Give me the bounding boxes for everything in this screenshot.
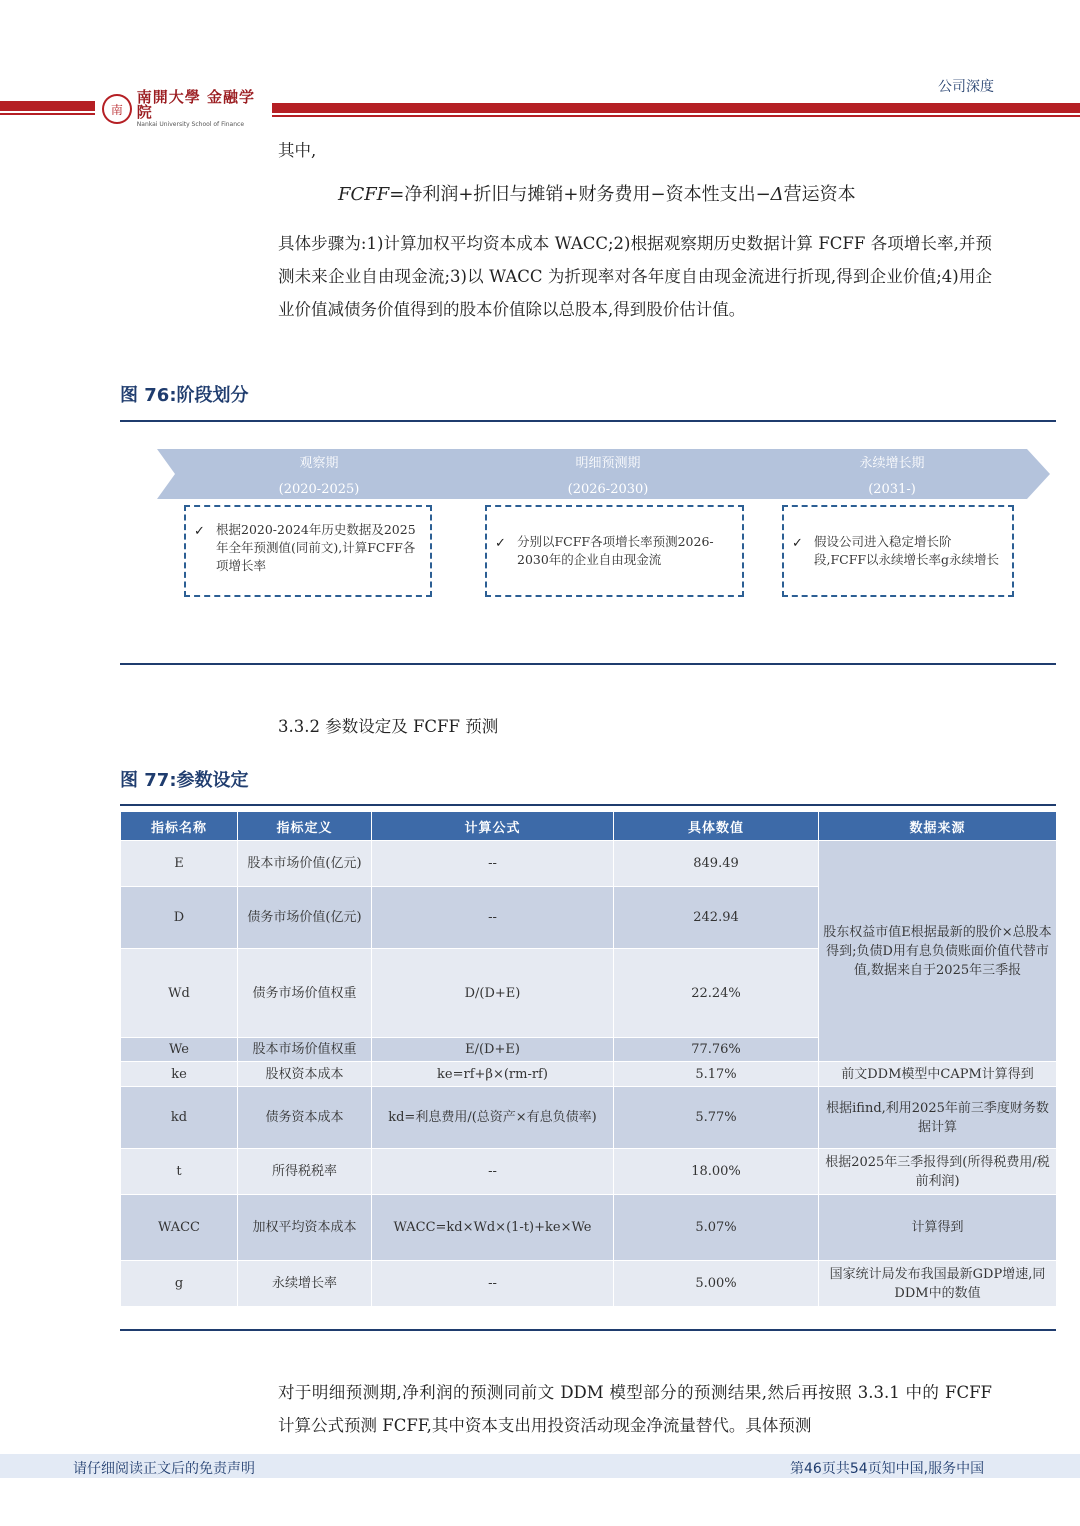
cell-value: 5.07% bbox=[614, 1195, 819, 1261]
figure-77-bottom-rule bbox=[120, 1329, 1056, 1331]
figure-77-top-rule bbox=[120, 804, 1056, 806]
cell-definition: 所得税税率 bbox=[238, 1149, 372, 1195]
formula-tail: 营运资本 bbox=[783, 184, 856, 205]
phase-observation-range: (2020-2025) bbox=[278, 482, 360, 497]
cell-formula: -- bbox=[372, 1261, 614, 1307]
formula-delta: Δ bbox=[770, 184, 784, 205]
disclaimer-link[interactable]: 请仔细阅读正文后的免责声明 bbox=[73, 1461, 255, 1477]
phase-detailed-forecast bbox=[508, 451, 708, 503]
cell-source: 根据2025年三季报得到(所得税费用/税前利润) bbox=[819, 1149, 1057, 1195]
table-row bbox=[121, 1149, 1057, 1195]
cell-value: 5.77% bbox=[614, 1087, 819, 1149]
phase-perpetual-box bbox=[782, 505, 1014, 597]
header-bar-right bbox=[272, 103, 1080, 113]
cell-name: E bbox=[121, 841, 238, 887]
figure-76-title: 图 76:阶段划分 bbox=[120, 385, 249, 406]
page-indicator: 第46页共54页知中国,服务中国 bbox=[790, 1461, 985, 1477]
cell-definition: 债务资本成本 bbox=[238, 1087, 372, 1149]
steps-paragraph: 具体步骤为:1)计算加权平均资本成本 WACC;2)根据观察期历史数据计算 FCFF 各项增长率,并预测未来企业自由现金流;3)以 WACC 为折现率对各年度自由现金流进行折现,得到企业价值;4)用企业价值减债务价值得到的股本价值除以总股本,得到股价估计值。 bbox=[278, 234, 992, 319]
cell-name: g bbox=[121, 1261, 238, 1307]
header-bar-left-thin bbox=[0, 113, 95, 115]
cell-name: t bbox=[121, 1149, 238, 1195]
closing-paragraph: 对于明细预测期,净利润的预测同前文 DDM 模型部分的预测结果,然后再按照 3.3.1 中的 FCFF 计算公式预测 FCFF,其中资本支出用投资活动现金净流量替代。具体预测 bbox=[278, 1383, 992, 1435]
figure-76-bottom-rule bbox=[120, 663, 1056, 665]
table-row bbox=[121, 1062, 1057, 1087]
cell-formula: D/(D+E) bbox=[372, 949, 614, 1038]
cell-formula: WACC=kd×Wd×(1-t)+ke×We bbox=[372, 1195, 614, 1261]
cell-name: WACC bbox=[121, 1195, 238, 1261]
cell-value: 22.24% bbox=[614, 949, 819, 1038]
cell-name: Wd bbox=[121, 949, 238, 1038]
cell-formula: -- bbox=[372, 841, 614, 887]
header-bar-right-thin bbox=[272, 115, 1080, 117]
cell-formula: kd=利息费用/(总资产×有息负债率) bbox=[372, 1087, 614, 1149]
table-row bbox=[121, 1195, 1057, 1261]
phase-detailed-range: (2026-2030) bbox=[567, 482, 649, 497]
cell-source: 国家统计局发布我国最新GDP增速,同DDM中的数值 bbox=[819, 1261, 1057, 1307]
header-bar-left bbox=[0, 101, 95, 111]
cell-value: 5.00% bbox=[614, 1261, 819, 1307]
section-heading: 3.3.2 参数设定及 FCFF 预测 bbox=[278, 717, 499, 736]
cell-source: 计算得到 bbox=[819, 1195, 1057, 1261]
cell-definition: 债务市场价值权重 bbox=[238, 949, 372, 1038]
cell-definition: 永续增长率 bbox=[238, 1261, 372, 1307]
col-header-definition: 指标定义 bbox=[238, 812, 372, 841]
phase-observation-name: 观察期 bbox=[299, 456, 339, 471]
table-header-row bbox=[121, 812, 1057, 841]
cell-source-merged: 股东权益市值E根据最新的股价×总股本得到;负债D用有息负债账面价值代替市值,数据来自于2025年三季报 bbox=[819, 841, 1057, 1062]
phase-perpetual-growth bbox=[792, 451, 992, 503]
cell-source: 根据ifind,利用2025年前三季度财务数据计算 bbox=[819, 1087, 1057, 1149]
fcff-formula bbox=[338, 180, 856, 206]
cell-formula: E/(D+E) bbox=[372, 1038, 614, 1062]
cell-definition: 债务市场价值(亿元) bbox=[238, 887, 372, 949]
cell-definition: 股权资本成本 bbox=[238, 1062, 372, 1087]
col-header-formula: 计算公式 bbox=[372, 812, 614, 841]
report-category-tag: 公司深度 bbox=[938, 79, 994, 95]
cell-definition: 股本市场价值(亿元) bbox=[238, 841, 372, 887]
col-header-name: 指标名称 bbox=[121, 812, 238, 841]
table-row bbox=[121, 1261, 1057, 1307]
parameter-table bbox=[120, 811, 1057, 1307]
figure-76-top-rule bbox=[120, 420, 1056, 422]
formula-rhs: =净利润+折旧与摊销+财务费用−资本性支出− bbox=[389, 184, 771, 205]
cell-name: ke bbox=[121, 1062, 238, 1087]
phase-observation-desc: 根据2020-2024年历史数据及2025年全年预测值(同前文),计算FCFF各项增长率 bbox=[216, 522, 416, 573]
cell-value: 18.00% bbox=[614, 1149, 819, 1195]
cell-formula: -- bbox=[372, 1149, 614, 1195]
cell-name: We bbox=[121, 1038, 238, 1062]
cell-formula: ke=rf+β×(rm-rf) bbox=[372, 1062, 614, 1087]
phase-perpetual-name: 永续增长期 bbox=[859, 456, 925, 471]
cell-source: 前文DDM模型中CAPM计算得到 bbox=[819, 1062, 1057, 1087]
col-header-source: 数据来源 bbox=[819, 812, 1057, 841]
cell-value: 849.49 bbox=[614, 841, 819, 887]
cell-definition: 股本市场价值权重 bbox=[238, 1038, 372, 1062]
phase-observation bbox=[219, 451, 419, 503]
table-row bbox=[121, 841, 1057, 887]
check-icon: ✓ bbox=[792, 536, 803, 551]
check-icon: ✓ bbox=[495, 536, 506, 551]
phase-observation-box bbox=[184, 505, 432, 597]
cell-value: 5.17% bbox=[614, 1062, 819, 1087]
cell-formula: -- bbox=[372, 887, 614, 949]
logo-en-text: Nankai University School of Finance bbox=[136, 121, 245, 128]
phase-detailed-box bbox=[485, 505, 744, 597]
phase-perpetual-desc: 假设公司进入稳定增长阶段,FCFF以永续增长率g永续增长 bbox=[814, 534, 1000, 567]
phase-detailed-desc: 分别以FCFF各项增长率预测2026-2030年的企业自由现金流 bbox=[517, 534, 714, 567]
logo-cn-text: 南開大學 金融学院 bbox=[136, 88, 256, 121]
col-header-value: 具体数值 bbox=[614, 812, 819, 841]
check-icon: ✓ bbox=[194, 524, 205, 539]
university-logo bbox=[102, 88, 270, 128]
phase-detailed-name: 明细预测期 bbox=[575, 456, 641, 471]
table-row bbox=[121, 1087, 1057, 1149]
cell-value: 242.94 bbox=[614, 887, 819, 949]
cell-value: 77.76% bbox=[614, 1038, 819, 1062]
cell-name: kd bbox=[121, 1087, 238, 1149]
formula-lhs: FCFF bbox=[338, 184, 390, 205]
intro-label: 其中, bbox=[278, 141, 317, 160]
university-seal-icon: 南 bbox=[102, 94, 132, 124]
figure-77-title: 图 77:参数设定 bbox=[120, 770, 249, 791]
cell-definition: 加权平均资本成本 bbox=[238, 1195, 372, 1261]
cell-name: D bbox=[121, 887, 238, 949]
phase-perpetual-range: (2031-) bbox=[868, 482, 916, 497]
